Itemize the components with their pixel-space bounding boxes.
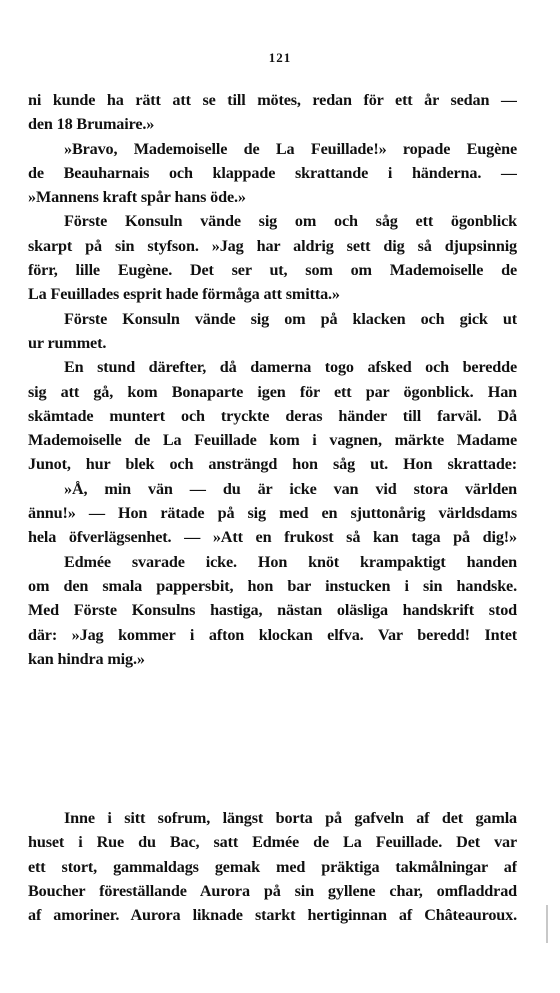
- text-line: Junot, hur blek och ansträngd hon såg ut. Hon skrattade:: [28, 455, 517, 474]
- text-line: skämtade muntert och tryckte deras händer till farväl. Då: [28, 406, 517, 425]
- text-line: Edmée svarade icke. Hon knöt krampaktigt handen: [64, 552, 517, 571]
- text-line: ni kunde ha rätt att se till mötes, redan för ett år sedan —: [28, 91, 517, 109]
- page-edge-mark: [546, 905, 548, 943]
- text-line: ännu!» — Hon rätade på sig med en sjuttonårig världsdams: [28, 504, 517, 523]
- text-line: kan hindra mig.»: [28, 649, 145, 668]
- text-line: af amoriner. Aurora liknade starkt hertiginnan af Châteauroux.: [28, 906, 517, 925]
- text-line: förr, lille Eugène. Det ser ut, som om Mademoiselle de: [28, 261, 517, 280]
- text-line: Förste Konsuln vände sig om på klacken och gick ut: [64, 309, 517, 328]
- text-line: Boucher föreställande Aurora på sin gyllene char, omfladdrad: [28, 881, 517, 900]
- text-line: Inne i sitt sofrum, längst borta på gafveln af det gamla: [64, 809, 517, 827]
- text-line: de Beauharnais och klappade skrattande i händerna. —: [28, 163, 517, 182]
- text-line: ur rummet.: [28, 333, 107, 352]
- text-line: huset i Rue du Bac, satt Edmée de La Feuillade. Det var: [28, 833, 517, 852]
- text-line: En stund därefter, då damerna togo afsked och beredde: [64, 358, 517, 377]
- text-line: sig att gå, kom Bonaparte igen för ett par ögonblick. Han: [28, 382, 517, 401]
- text-line: La Feuillades esprit hade förmåga att smitta.»: [28, 285, 340, 304]
- text-line: »Å, min vän — du är icke van vid stora världen: [64, 479, 517, 498]
- page-number: 121: [268, 50, 292, 65]
- text-line: Med Förste Konsulns hastiga, nästan oläsliga handskrift stod: [28, 601, 517, 620]
- text-line: Mademoiselle de La Feuillade kom i vagnen, märkte Madame: [28, 431, 517, 450]
- text-line: om den smala pappersbit, hon bar instucken i sin handske.: [28, 576, 517, 595]
- text-line: där: »Jag kommer i afton klockan elfva. Var beredd! Intet: [28, 625, 517, 644]
- text-line: »Bravo, Mademoiselle de La Feuillade!» ropade Eugène: [64, 139, 517, 158]
- text-block-1: [28, 88, 517, 671]
- text-line: den 18 Brumaire.»: [28, 115, 155, 134]
- text-line: ett stort, gammaldags gemak med präktiga takmålningar af: [28, 857, 517, 876]
- text-line: »Mannens kraft spår hans öde.»: [28, 188, 246, 207]
- text-line: hela öfverlägsenhet. — »Att en frukost så kan taga på dig!»: [28, 528, 517, 547]
- text-block-2: [28, 806, 517, 927]
- text-line: Förste Konsuln vände sig om och såg ett ögonblick: [64, 212, 517, 231]
- text-line: skarpt på sin styfson. »Jag har aldrig sett dig så djupsinnig: [28, 236, 517, 255]
